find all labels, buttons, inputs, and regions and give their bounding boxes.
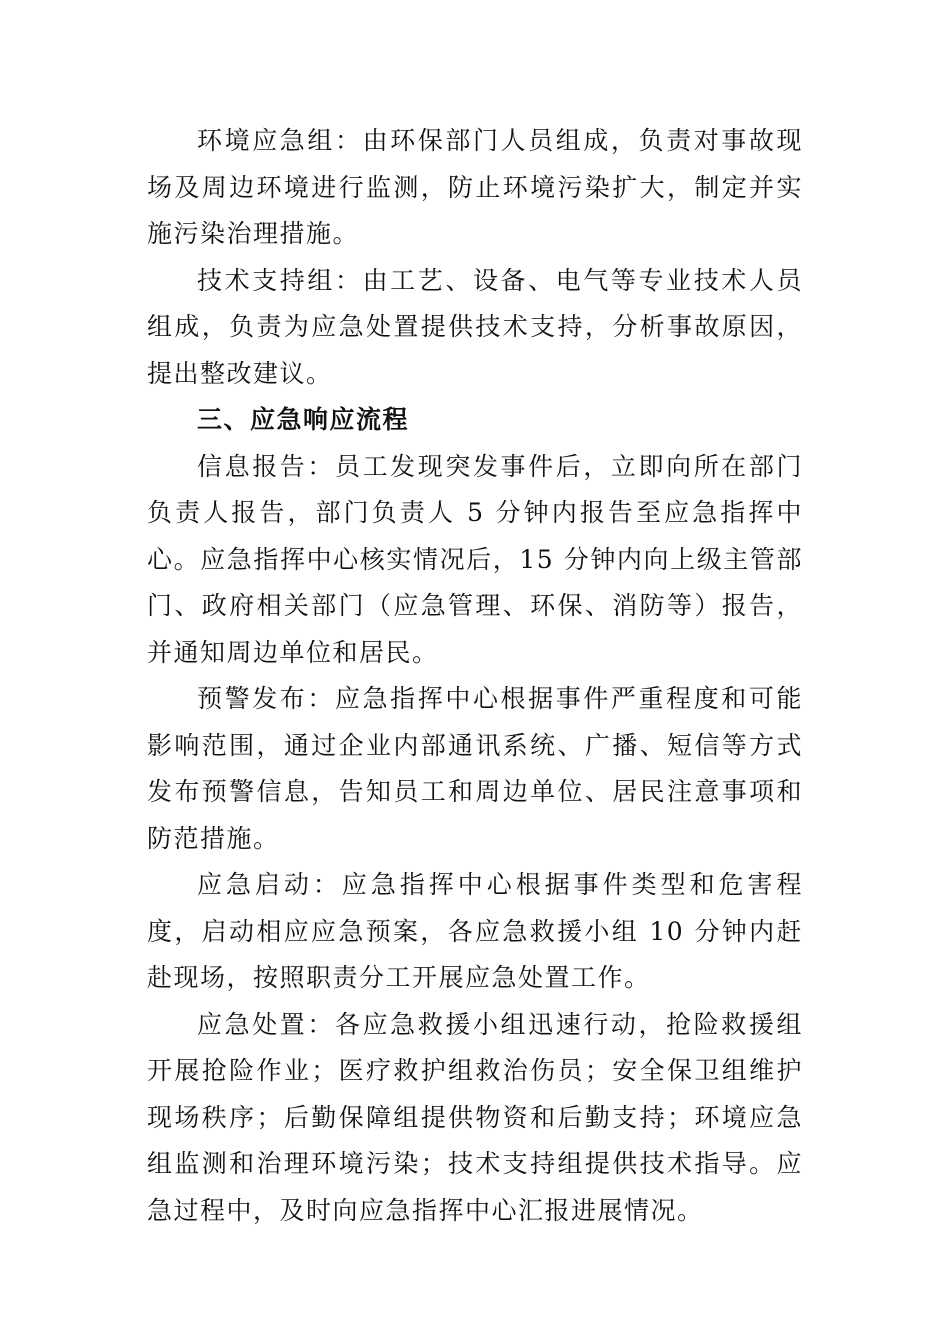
section-heading: 三、应急响应流程 [197, 405, 410, 434]
document-body [147, 118, 803, 1234]
paragraph-emergency-start: 应急启动：应急指挥中心根据事件类型和危害程度，启动相应应急预案，各应急救援小组 10 分钟内赶赴现场，按照职责分工开展应急处置工作。 [147, 870, 803, 992]
paragraph-technical-support-team: 技术支持组：由工艺、设备、电气等专业技术人员组成，负责为应急处置提供技术支持，分析事故原因，提出整改建议。 [147, 265, 803, 388]
paragraph-information-report: 信息报告：员工发现突发事件后，立即向所在部门负责人报告，部门负责人 5 分钟内报告至应急指挥中心。应急指挥中心核实情况后，15 分钟内向上级主管部门、政府相关部门（应急管理、环保、消防等）报告，并通知周边单位和居民。 [147, 451, 803, 667]
paragraph-environment-team: 环境应急组：由环保部门人员组成，负责对事故现场及周边环境进行监测，防止环境污染扩大，制定并实施污染治理措施。 [147, 126, 803, 248]
paragraph-emergency-handling: 应急处置：各应急救援小组迅速行动，抢险救援组开展抢险作业；医疗救护组救治伤员；安全保卫组维护现场秩序；后勤保障组提供物资和后勤支持；环境应急组监测和治理环境污染；技术支持组提供技术指导。应急过程中，及时向应急指挥中心汇报进展情况。 [147, 1009, 803, 1225]
paragraph-warning-release: 预警发布：应急指挥中心根据事件严重程度和可能影响范围，通过企业内部通讯系统、广播、短信等方式发布预警信息，告知员工和周边单位、居民注意事项和防范措施。 [147, 684, 803, 853]
